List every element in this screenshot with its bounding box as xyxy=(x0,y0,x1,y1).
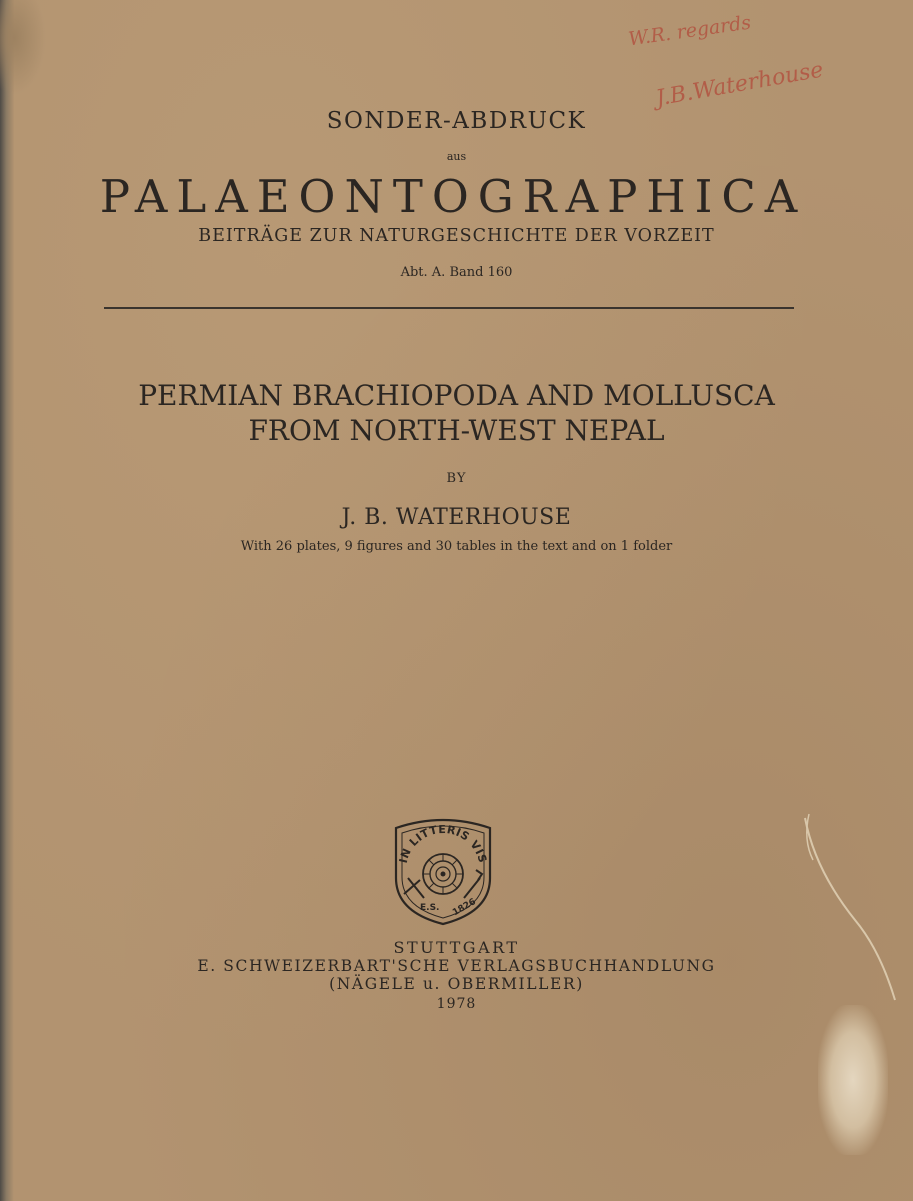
article-title-line1: PERMIAN BRACHIOPODA AND MOLLUSCA xyxy=(138,379,775,412)
handwritten-signature: J.B.Waterhouse xyxy=(654,57,826,112)
paper-crease xyxy=(795,810,905,1010)
by-label: BY xyxy=(446,471,467,486)
handwritten-note: W.R. regards xyxy=(627,11,753,51)
author-name: J. B. WATERHOUSE xyxy=(341,505,572,530)
publisher-agent: (NÄGELE u. OBERMILLER) xyxy=(329,975,584,993)
publication-details: With 26 plates, 9 figures and 30 tables in the text and on 1 folder xyxy=(240,539,673,554)
seal-year: 1826 xyxy=(451,897,478,919)
publication-year: 1978 xyxy=(436,996,477,1012)
paper-stain xyxy=(818,1005,888,1155)
publisher-city: STUTTGART xyxy=(393,938,520,957)
section-volume: Abt. A. Band 160 xyxy=(400,265,513,280)
publisher-seal-icon xyxy=(390,814,496,926)
article-title xyxy=(0,378,913,448)
seal-initials: E.S. xyxy=(420,903,440,913)
divider-rule xyxy=(104,307,794,309)
spine-edge xyxy=(0,0,14,1201)
ammonite-icon xyxy=(423,854,463,894)
article-title-line2: FROM NORTH-WEST NEPAL xyxy=(248,414,665,447)
journal-title: PALAEONTOGRAPHICA xyxy=(99,170,807,223)
worn-corner xyxy=(0,0,46,95)
journal-subtitle: BEITRÄGE ZUR NATURGESCHICHTE DER VORZEIT xyxy=(198,226,715,246)
seal-motto: IN LITTERIS VIS xyxy=(396,822,490,865)
from-label: aus xyxy=(446,150,467,163)
publisher-name: E. SCHWEIZERBART'SCHE VERLAGSBUCHHANDLUNG xyxy=(197,957,716,975)
reprint-label: SONDER-ABDRUCK xyxy=(326,108,587,134)
